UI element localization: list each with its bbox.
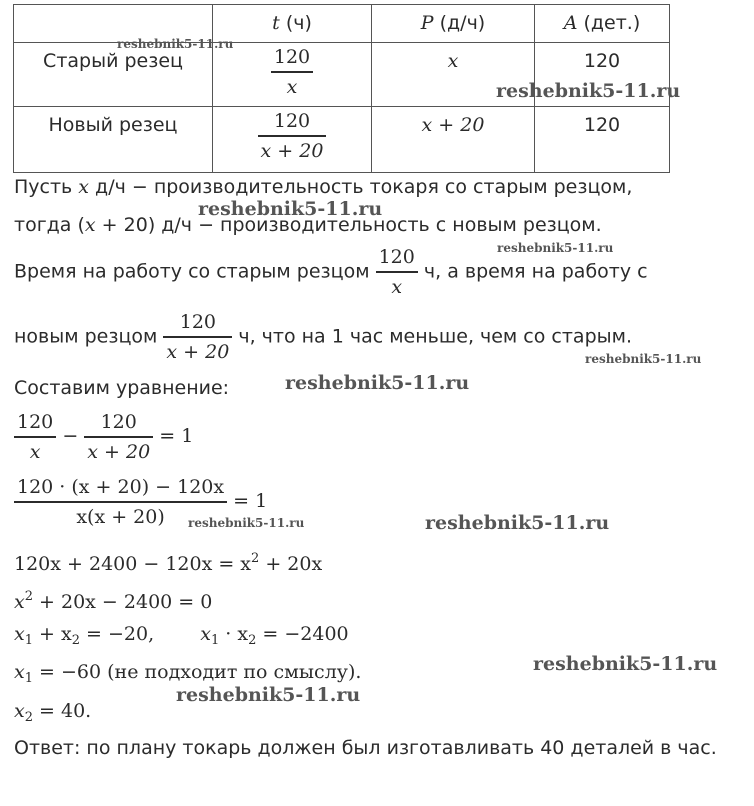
header-amount-unit: (дет.) — [583, 12, 641, 34]
watermark: reshebnik5-11.ru — [497, 241, 614, 255]
row-amount: 120 — [535, 43, 670, 107]
watermark: reshebnik5-11.ru — [285, 372, 470, 394]
time-fraction — [258, 110, 327, 162]
equation-2: $\frac{120 \cdot (x + 20) - 120x}{x(x + 20)}$ = 1 — [14, 476, 267, 528]
watermark: reshebnik5-11.ru — [425, 512, 610, 534]
header-amount-symbol: A — [563, 12, 578, 34]
equation-1: $\frac{120}{x}$ − $\frac{120}{x + 20}$ = 1 — [14, 411, 193, 463]
time-fraction — [271, 46, 313, 98]
watermark: reshebnik5-11.ru — [496, 80, 681, 102]
row-time — [213, 43, 372, 107]
header-amount — [535, 5, 670, 43]
equation-5: $x_1 + x_2 = -20$, $x_1 \cdot x_2 = -2400$ — [14, 623, 349, 648]
text-line-3: Время на работу со старым резцом $\frac{120}{x}$ ч, а время на работу с — [14, 246, 648, 298]
fraction-denominator: x + 20 — [260, 140, 324, 162]
time-new-fraction: $\frac{120}{x + 20}$ — [163, 311, 232, 363]
equation-4: $x^2 + 20x - 2400 = 0$ — [14, 589, 213, 613]
text-line-4: новым резцом $\frac{120}{x + 20}$ ч, что на 1 час меньше, чем со старым. — [14, 311, 633, 363]
text-line-5: Составим уравнение: — [14, 377, 230, 399]
table-row-new-cutter — [14, 107, 670, 173]
text-line-1: Пусть x д/ч − производительность токаря со старым резцом, — [14, 176, 633, 198]
watermark: reshebnik5-11.ru — [176, 684, 361, 706]
watermark: reshebnik5-11.ru — [533, 653, 718, 675]
header-productivity-symbol: P — [420, 12, 434, 34]
watermark: reshebnik5-11.ru — [117, 37, 234, 51]
row-label: Старый резец — [14, 43, 213, 107]
time-old-fraction: $\frac{120}{x}$ — [376, 246, 418, 298]
row-time — [213, 107, 372, 173]
row-label: Новый резец — [14, 107, 213, 173]
fraction-denominator: x — [286, 76, 298, 98]
fraction-numerator: 120 — [258, 110, 327, 137]
row-productivity: x — [372, 43, 535, 107]
header-productivity-unit: (д/ч) — [439, 12, 486, 34]
equation-7: $x_2 = 40$. — [14, 700, 92, 725]
text-line-2: тогда (x + 20) д/ч − производительность с новым резцом. — [14, 214, 602, 236]
answer-line: Ответ: по плану токарь должен был изготавливать 40 деталей в час. — [14, 737, 717, 759]
row-productivity: x + 20 — [372, 107, 535, 173]
equation-6: $x_1 = -60$ (не подходит по смыслу). — [14, 661, 362, 686]
equation-3: $120x + 2400 - 120x = x^2 + 20x$ — [14, 551, 323, 575]
header-productivity — [372, 5, 535, 43]
table-header-row — [14, 5, 670, 43]
row-amount: 120 — [535, 107, 670, 173]
header-time — [213, 5, 372, 43]
watermark: reshebnik5-11.ru — [585, 352, 702, 366]
header-time-symbol: t — [272, 12, 280, 34]
header-time-unit: (ч) — [285, 12, 312, 34]
watermark: reshebnik5-11.ru — [198, 198, 383, 220]
fraction-numerator: 120 — [271, 46, 313, 73]
watermark: reshebnik5-11.ru — [188, 516, 305, 530]
